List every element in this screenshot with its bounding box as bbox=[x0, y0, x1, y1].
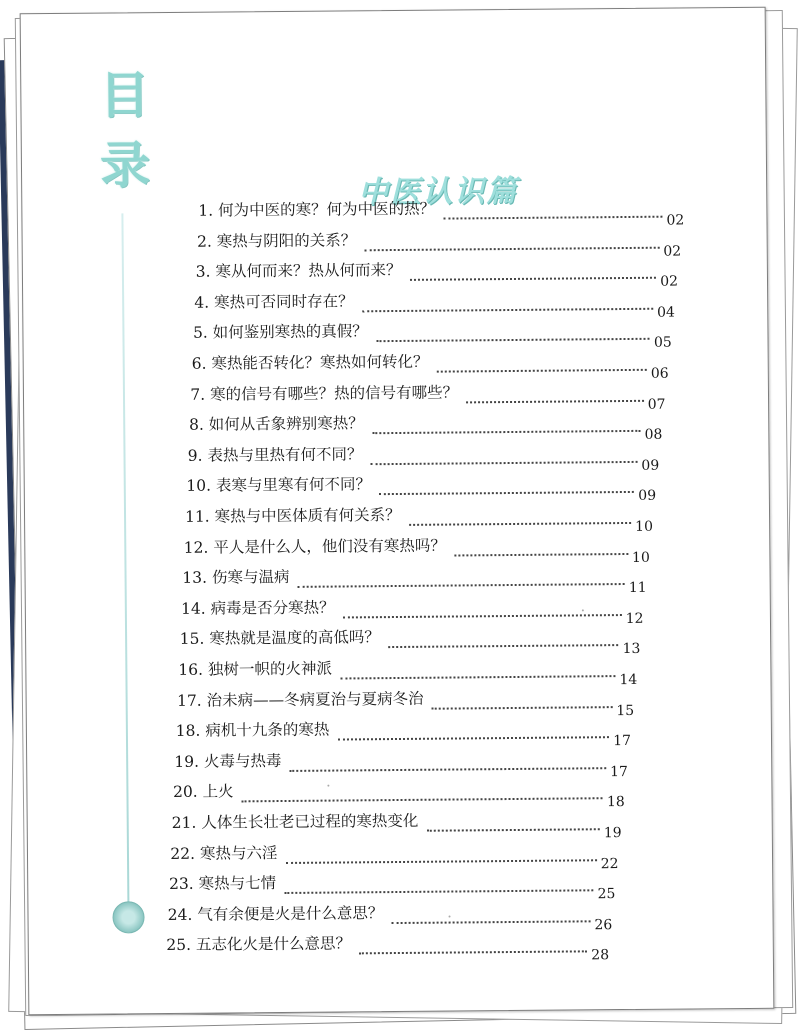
toc-entry-text: 寒热与六淫 bbox=[199, 843, 278, 863]
toc-entry-title bbox=[181, 595, 335, 618]
toc-entry-text: 如何从舌象辨别寒热？ bbox=[208, 414, 364, 434]
toc-entry-title bbox=[180, 626, 380, 650]
toc-leader-dots bbox=[376, 334, 650, 342]
toc-entry-number: 1. bbox=[198, 201, 219, 220]
toc-page-number: 12 bbox=[625, 610, 644, 627]
toc-leader-dots bbox=[379, 487, 634, 495]
decorative-knot-icon bbox=[112, 901, 144, 933]
toc-entry-title bbox=[182, 565, 289, 588]
toc-page-number: 05 bbox=[653, 334, 672, 352]
toc-leader-dots bbox=[432, 702, 612, 710]
toc-entry-text: 何为中医的寒？何为中医的热？ bbox=[218, 199, 436, 220]
toc-page-number: 18 bbox=[606, 794, 625, 811]
toc-page-number: 13 bbox=[622, 641, 641, 658]
toc-entry-text: 寒的信号有哪些？热的信号有哪些？ bbox=[210, 383, 459, 404]
toc-page-number: 26 bbox=[594, 916, 613, 934]
toc-page-number: 07 bbox=[647, 396, 666, 413]
toc-entry-title bbox=[166, 932, 351, 956]
toc-page-number: 17 bbox=[613, 733, 632, 750]
toc-entry-number: 13. bbox=[182, 568, 213, 588]
toc-entry-text: 寒热与阴阳的关系？ bbox=[216, 230, 357, 251]
toc-entry-title bbox=[170, 841, 277, 864]
toc-entry-text: 独树一帜的火神派 bbox=[207, 659, 333, 679]
toc-entry-number: 9. bbox=[187, 446, 208, 465]
toc-leader-dots bbox=[409, 518, 631, 526]
toc-entry-text: 火毒与热毒 bbox=[203, 751, 282, 771]
toc-entry-text: 寒热可否同时存在？ bbox=[214, 292, 354, 312]
toc-entry-text: 上火 bbox=[202, 782, 234, 802]
toc-leader-dots bbox=[427, 824, 600, 832]
toc-page-number: 04 bbox=[656, 304, 675, 321]
toc-entry-title bbox=[172, 809, 419, 833]
toc-page-number: 14 bbox=[619, 671, 638, 689]
section-title: 中医认识篇 bbox=[358, 173, 519, 211]
toc-entry-text: 五志化火是什么意思？ bbox=[195, 934, 352, 955]
toc-entry-text: 伤寒与温病 bbox=[211, 568, 290, 587]
toc-entry-title bbox=[194, 289, 353, 312]
toc-entry-text: 治未病——冬病夏治与夏病冬治 bbox=[206, 689, 424, 710]
toc-leader-dots bbox=[290, 763, 606, 772]
toc-page-number: 25 bbox=[597, 886, 616, 903]
paper-speck bbox=[582, 609, 584, 611]
toc-page-number: 22 bbox=[600, 855, 619, 872]
toc-entry-number: 16. bbox=[178, 660, 209, 679]
toc-entry-number: 22. bbox=[170, 844, 201, 863]
toc-leader-dots bbox=[454, 549, 628, 557]
toc-entry-text: 表寒与里寒有何不同？ bbox=[215, 475, 372, 495]
toc-entry-number: 5. bbox=[192, 323, 213, 343]
toc-entry-title bbox=[174, 749, 281, 772]
toc-entry-text: 病机十九条的寒热 bbox=[205, 720, 330, 740]
toc-entry-number: 25. bbox=[166, 936, 197, 955]
decorative-vertical-line bbox=[121, 213, 129, 903]
toc-leader-dots bbox=[343, 610, 622, 618]
toc-page-number: 19 bbox=[603, 825, 622, 842]
toc-entry-title bbox=[190, 380, 458, 404]
toc-entry-title bbox=[198, 197, 435, 221]
toc-entry-title bbox=[197, 228, 356, 251]
paper-speck bbox=[449, 916, 451, 918]
toc-entry-text: 寒热与中医体质有何关系？ bbox=[214, 505, 401, 526]
toc-entry-number: 19. bbox=[174, 752, 205, 771]
toc-entry-number: 2. bbox=[196, 232, 217, 251]
toc-entry-title bbox=[176, 718, 330, 741]
toc-leader-dots bbox=[364, 242, 659, 251]
toc-page-number: 09 bbox=[641, 457, 660, 474]
toc-entry-number: 3. bbox=[195, 262, 216, 281]
toc-leader-dots bbox=[372, 426, 641, 434]
toc-leader-dots bbox=[284, 885, 593, 894]
toc-entry-title bbox=[184, 533, 446, 557]
toc-page-number: 02 bbox=[666, 212, 685, 229]
toc-leader-dots bbox=[371, 457, 638, 465]
toc-page bbox=[20, 7, 775, 1015]
toc-leader-dots bbox=[242, 794, 603, 803]
paper-speck bbox=[327, 785, 329, 787]
toc-leader-dots bbox=[388, 640, 619, 648]
toc-entry-title bbox=[186, 473, 371, 497]
toc-page-number: 09 bbox=[638, 488, 657, 505]
toc-leader-dots bbox=[466, 395, 643, 403]
toc-entry-text: 平人是什么人，他们没有寒热吗？ bbox=[213, 536, 446, 557]
toc-entry-title bbox=[178, 657, 332, 680]
page-title-char-1: 目 bbox=[99, 66, 150, 125]
toc-leader-dots bbox=[340, 671, 615, 679]
page-title-char-2: 录 bbox=[99, 136, 151, 195]
toc-entry-title bbox=[185, 503, 401, 527]
toc-page-number: 17 bbox=[609, 763, 628, 780]
toc-leader-dots bbox=[437, 365, 647, 373]
toc-entry-number: 4. bbox=[194, 293, 215, 312]
toc-entry-number: 7. bbox=[190, 385, 211, 404]
toc-entry-title bbox=[168, 901, 384, 925]
toc-leader-dots bbox=[338, 732, 610, 740]
toc-entry-number: 6. bbox=[191, 354, 212, 373]
toc-entry-number: 23. bbox=[168, 874, 199, 894]
toc-entry-number: 15. bbox=[179, 630, 210, 649]
toc-leader-dots bbox=[443, 212, 662, 220]
toc-entry-number: 24. bbox=[167, 905, 198, 924]
toc-page-number: 08 bbox=[644, 426, 663, 444]
toc-entry-number: 21. bbox=[171, 813, 202, 832]
toc-entry-number: 17. bbox=[176, 691, 207, 710]
toc-leader-dots bbox=[392, 916, 591, 924]
toc-entry-title bbox=[169, 871, 276, 894]
toc-entry-text: 气有余便是火是什么意思？ bbox=[197, 903, 384, 924]
toc-entry-number: 14. bbox=[180, 599, 211, 618]
toc-entry-title bbox=[173, 780, 234, 803]
toc-entry-title bbox=[193, 320, 368, 344]
toc-entry-text: 寒热与七情 bbox=[198, 874, 277, 893]
toc-page-number: 15 bbox=[616, 702, 635, 719]
toc-entry-text: 寒热能否转化？寒热如何转化？ bbox=[211, 352, 429, 373]
toc-entry-number: 20. bbox=[172, 783, 203, 802]
toc-entry-text: 如何鉴别寒热的真假？ bbox=[212, 322, 368, 342]
toc-entry-title bbox=[177, 686, 424, 710]
toc-entry-title bbox=[188, 442, 363, 466]
toc-leader-dots bbox=[298, 579, 625, 588]
toc-entry-number: 12. bbox=[183, 538, 214, 557]
toc-entry-number: 8. bbox=[188, 415, 209, 434]
toc-page-number: 10 bbox=[631, 549, 650, 566]
toc-leader-dots bbox=[359, 947, 587, 955]
toc-entry-text: 表热与里热有何不同？ bbox=[207, 445, 363, 465]
toc-page-number: 02 bbox=[660, 273, 679, 290]
toc-leader-dots bbox=[410, 273, 657, 281]
toc-entry-number: 11. bbox=[184, 507, 215, 526]
toc-entry-number: 18. bbox=[175, 721, 206, 741]
toc-page-number: 02 bbox=[663, 243, 682, 260]
toc-leader-dots bbox=[286, 855, 597, 864]
toc-leader-dots bbox=[362, 304, 653, 313]
toc-page-number: 10 bbox=[635, 518, 654, 535]
toc-entry-text: 寒热就是温度的高低吗？ bbox=[209, 628, 380, 649]
toc-page-number: 28 bbox=[591, 947, 610, 964]
toc-page-number: 06 bbox=[650, 365, 669, 382]
toc-entry-title bbox=[196, 258, 402, 282]
toc-entry-number: 10. bbox=[186, 476, 217, 496]
toc-entry-title bbox=[192, 350, 429, 374]
toc-entry-text: 人体生长壮老已过程的寒热变化 bbox=[201, 811, 419, 832]
toc-entry-title bbox=[189, 411, 364, 435]
toc-page-number: 11 bbox=[628, 580, 647, 597]
toc-entry-text: 病毒是否分寒热？ bbox=[210, 598, 335, 618]
toc-entry-text: 寒从何而来？热从何而来？ bbox=[215, 261, 402, 281]
